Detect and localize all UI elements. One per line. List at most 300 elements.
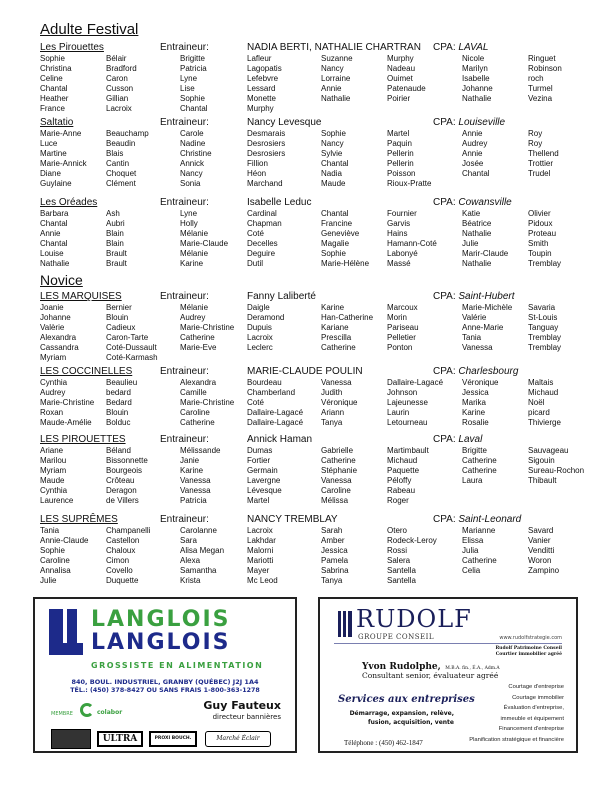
ad-rudolf — [318, 597, 578, 753]
skater-first-name: Jessica — [321, 546, 348, 555]
skater-first-name: Caroline — [180, 408, 210, 417]
page-title: Adulte Festival — [40, 21, 139, 38]
skater-first-name: Nicole — [462, 54, 485, 63]
skater-row — [0, 94, 612, 104]
skater-last-name: Venditti — [528, 546, 555, 555]
skater-first-name: Johanne — [40, 313, 71, 322]
skater-last-name: Dutil — [247, 259, 264, 268]
logo-text-green: LANGLOIS — [91, 607, 231, 632]
skater-last-name: Coté-Dussault — [106, 343, 157, 352]
skater-last-name: Pidoux — [528, 219, 553, 228]
skater-last-name: Tremblay — [528, 343, 562, 352]
skater-first-name: Annie — [321, 84, 342, 93]
skater-first-name: Celia — [462, 566, 481, 575]
skater-first-name: Catherine — [321, 456, 356, 465]
cpa-club — [433, 291, 515, 303]
skater-last-name: Champanelli — [106, 526, 151, 535]
colabor-icon — [80, 703, 94, 717]
skater-first-name: Han-Catherine — [321, 313, 374, 322]
skater-last-name: Deragon — [106, 486, 137, 495]
skater-last-name: Clément — [106, 179, 136, 188]
skater-last-name: Zampino — [528, 566, 560, 575]
skater-first-name: Nadine — [180, 139, 206, 148]
skater-first-name: Catherine — [462, 466, 497, 475]
skater-last-name: Lafleur — [247, 54, 272, 63]
skater-first-name: Nancy — [180, 169, 203, 178]
skater-first-name: Samantha — [180, 566, 217, 575]
skater-first-name: Geneviève — [321, 229, 360, 238]
skater-first-name: Julie — [40, 576, 57, 585]
skater-first-name: Marir-Claude — [462, 249, 509, 258]
skater-last-name: Turmel — [528, 84, 553, 93]
skater-first-name: France — [40, 104, 65, 113]
skater-first-name: Karine — [180, 259, 204, 268]
rudolf-logo: RUDOLF — [356, 605, 472, 633]
skater-last-name: Coté — [247, 398, 264, 407]
skater-last-name: Lajeunesse — [387, 398, 428, 407]
skater-first-name: Guylaine — [40, 179, 72, 188]
cpa-city: Saint-Hubert — [458, 291, 515, 302]
skater-last-name: picard — [528, 408, 550, 417]
langlois-logo — [49, 609, 285, 659]
skater-first-name: Mélissa — [321, 496, 349, 505]
skater-first-name: Sarah — [321, 526, 343, 535]
skater-first-name: Lyne — [180, 209, 198, 218]
team-header — [0, 42, 612, 54]
skater-row — [0, 546, 612, 556]
skater-row — [0, 303, 612, 313]
skater-first-name: Valèrie — [40, 323, 65, 332]
skater-first-name: Christine — [180, 149, 212, 158]
skater-last-name: Beaulieu — [106, 378, 138, 387]
skater-first-name: Mélanie — [180, 229, 209, 238]
team-name: LES PIROUETTES — [40, 434, 126, 445]
skater-last-name: Mayer — [247, 566, 270, 575]
skater-first-name: Julie — [462, 239, 479, 248]
skater-first-name: Kariane — [321, 323, 349, 332]
skater-last-name: Daigle — [247, 303, 270, 312]
skater-last-name: Santella — [387, 576, 416, 585]
skater-first-name: Karine — [462, 408, 486, 417]
colabor-label: colabor — [97, 709, 123, 716]
skater-last-name: Covello — [106, 566, 133, 575]
skater-last-name: Pelletier — [387, 333, 416, 342]
skater-row — [0, 169, 612, 179]
skater-first-name: Audrey — [180, 313, 206, 322]
skater-last-name: Labonyé — [387, 249, 418, 258]
skater-row — [0, 54, 612, 64]
skater-last-name: roch — [528, 74, 544, 83]
skater-row — [0, 219, 612, 229]
skater-last-name: Rossi — [387, 546, 408, 555]
skater-last-name: Letourneau — [387, 418, 428, 427]
rudolf-sub1: Rudolf Patrimoine Conseil — [495, 646, 562, 651]
skater-first-name: Nathalie — [462, 259, 492, 268]
skater-first-name: Annie — [462, 149, 483, 158]
skater-first-name: Roxan — [40, 408, 64, 417]
skater-last-name: Roy — [528, 139, 543, 148]
skater-last-name: Beauchamp — [106, 129, 149, 138]
skater-last-name: Marchand — [247, 179, 283, 188]
skater-first-name: Josée — [462, 159, 484, 168]
skater-last-name: Bedard — [106, 398, 132, 407]
skater-last-name: Gillian — [106, 94, 129, 103]
skater-last-name: Lacroix — [106, 104, 132, 113]
skater-first-name: Sara — [180, 536, 197, 545]
skater-last-name: Cimon — [106, 556, 130, 565]
langlois-phone: TÉL.: (450) 378-8427 OU SANS FRAIS 1-800-363-1278 — [70, 687, 260, 694]
skater-first-name: Catherine — [180, 418, 215, 427]
contact-name: Guy Fauteux — [203, 699, 281, 712]
skater-row — [0, 239, 612, 249]
skater-first-name: Vanessa — [180, 486, 211, 495]
skater-last-name: Smith — [528, 239, 549, 248]
skater-first-name: Sonia — [180, 179, 201, 188]
skater-last-name: Maltais — [528, 378, 554, 387]
skater-first-name: Nathalie — [321, 94, 351, 103]
coach-label: Entraineur: — [160, 197, 209, 208]
skater-last-name: Rioux-Pratte — [387, 179, 432, 188]
skater-last-name: Dallaire-Lagacé — [247, 408, 304, 417]
skater-first-name: Judith — [321, 388, 343, 397]
rudolf-divider — [334, 643, 562, 644]
skater-last-name: Blain — [106, 229, 124, 238]
skater-last-name: Lefebvre — [247, 74, 279, 83]
skater-first-name: Annick — [180, 159, 205, 168]
skater-last-name: Poirier — [387, 94, 411, 103]
skater-last-name: Roger — [387, 496, 409, 505]
skater-first-name: Vanessa — [180, 476, 211, 485]
coach-label: Entraineur: — [160, 117, 209, 128]
team-name: Les Oréades — [40, 197, 98, 208]
coach-name: Annick Haman — [247, 434, 313, 445]
skater-first-name: Stéphanie — [321, 466, 358, 475]
skater-last-name: Caron — [106, 74, 128, 83]
skater-last-name: Pariseau — [387, 323, 419, 332]
skater-last-name: Brault — [106, 249, 127, 258]
skater-first-name: Luce — [40, 139, 58, 148]
skater-row — [0, 259, 612, 269]
skater-first-name: Alexa — [180, 556, 201, 565]
skater-last-name: Cusson — [106, 84, 134, 93]
skater-first-name: Nathalie — [40, 259, 70, 268]
skater-first-name: Prescilla — [321, 333, 352, 342]
skater-first-name: Marie-Annick — [40, 159, 87, 168]
skater-last-name: Bissonnette — [106, 456, 148, 465]
skater-last-name: Lakhdar — [247, 536, 276, 545]
skater-last-name: Savaria — [528, 303, 556, 312]
skater-first-name: Catherine — [321, 343, 356, 352]
skater-last-name: Lavergne — [247, 476, 281, 485]
cpa-label: CPA: — [433, 291, 456, 302]
skater-last-name: Blais — [106, 149, 124, 158]
skater-row — [0, 398, 612, 408]
skater-row — [0, 139, 612, 149]
skater-first-name: Lyne — [180, 74, 198, 83]
skater-last-name: Blain — [106, 239, 124, 248]
skater-row — [0, 388, 612, 398]
service-item: Planification stratégique et financière — [469, 736, 564, 743]
skater-last-name: Toupin — [528, 249, 552, 258]
skater-first-name: Patricia — [180, 64, 207, 73]
skater-first-name: Nathalie — [462, 229, 492, 238]
skater-last-name: Olivier — [528, 209, 551, 218]
skater-first-name: Caroline — [321, 486, 351, 495]
skater-row — [0, 353, 612, 363]
skater-last-name: Mariotti — [247, 556, 274, 565]
skater-last-name: Michaud — [528, 388, 559, 397]
skater-first-name: Marika — [462, 398, 487, 407]
skater-last-name: Ash — [106, 209, 120, 218]
skater-last-name: Lagopatis — [247, 64, 282, 73]
skater-last-name: Germain — [247, 466, 278, 475]
skater-last-name: Dupuis — [247, 323, 272, 332]
team-name: LES COCCINELLES — [40, 366, 133, 377]
skater-last-name: Castellon — [106, 536, 140, 545]
cpa-label: CPA: — [433, 197, 456, 208]
skater-first-name: Cynthia — [40, 486, 68, 495]
skater-last-name: Péloffy — [387, 476, 412, 485]
rudolf-phone: Téléphone : (450) 462-1847 — [344, 739, 423, 747]
skater-last-name: Tremblay — [528, 333, 562, 342]
skater-last-name: Coté-Karmash — [106, 353, 158, 362]
team-group — [0, 434, 612, 506]
skater-first-name: Vanessa — [321, 476, 352, 485]
skater-last-name: Dallaire-Lagacé — [387, 378, 444, 387]
skater-row — [0, 576, 612, 586]
coach-name: Fanny Laliberté — [247, 291, 316, 302]
skater-last-name: Thivierge — [528, 418, 561, 427]
cpa-club — [433, 434, 482, 446]
skater-first-name: Alexandra — [180, 378, 217, 387]
skater-first-name: Isabelle — [462, 74, 490, 83]
skater-first-name: Chantal — [321, 159, 349, 168]
skater-last-name: Paquette — [387, 466, 420, 475]
skater-last-name: Brault — [106, 259, 127, 268]
skater-first-name: Ariann — [321, 408, 345, 417]
skater-last-name: Chaloux — [106, 546, 136, 555]
service-item: Courtage d'entreprise — [508, 684, 564, 690]
skater-first-name: Marilyn — [462, 64, 488, 73]
services-desc-2: fusion, acquisition, vente — [367, 719, 454, 726]
skater-first-name: Anne-Marie — [462, 323, 504, 332]
skater-first-name: Marie-Hélène — [321, 259, 370, 268]
skater-first-name: Nathalie — [462, 94, 492, 103]
contact-title: directeur bannières — [212, 713, 281, 721]
skater-row — [0, 476, 612, 486]
cpa-city: Charlesbourg — [458, 366, 519, 377]
skater-first-name: Louise — [40, 249, 64, 258]
skater-last-name: Choquet — [106, 169, 137, 178]
skater-last-name: Aubri — [106, 219, 125, 228]
skater-last-name: Mc Leod — [247, 576, 278, 585]
cpa-label: CPA: — [433, 42, 456, 53]
skater-first-name: Annie-Claude — [40, 536, 89, 545]
skater-last-name: Bolduc — [106, 418, 131, 427]
skater-first-name: Julia — [462, 546, 479, 555]
skater-last-name: Lévesque — [247, 486, 282, 495]
skater-first-name: Laurence — [40, 496, 74, 505]
skater-last-name: Lacroix — [247, 526, 273, 535]
skater-first-name: Francine — [321, 219, 353, 228]
skater-last-name: Fortier — [247, 456, 271, 465]
services-title: Services aux entreprises — [338, 694, 475, 705]
skater-row — [0, 333, 612, 343]
skater-first-name: Chantal — [321, 209, 349, 218]
skater-first-name: Catherine — [462, 556, 497, 565]
skater-last-name: Malorni — [247, 546, 274, 555]
skater-row — [0, 496, 612, 506]
skater-row — [0, 466, 612, 476]
skater-first-name: Jessica — [462, 388, 489, 397]
skater-first-name: Gabrielle — [321, 446, 354, 455]
skater-row — [0, 313, 612, 323]
coach-name: NADIA BERTI, NATHALIE CHARTRAN — [247, 42, 421, 53]
skater-first-name: Elissa — [462, 536, 484, 545]
skater-first-name: Karine — [180, 466, 204, 475]
skater-first-name: Alisa Megan — [180, 546, 225, 555]
team-group — [0, 42, 612, 114]
rudolf-website[interactable]: www.rudolfstrategie.com — [499, 635, 562, 641]
cpa-label: CPA: — [433, 117, 456, 128]
skater-first-name: Laura — [462, 476, 483, 485]
skater-row — [0, 209, 612, 219]
skater-last-name: Monette — [247, 94, 276, 103]
skater-last-name: Deguire — [247, 249, 276, 258]
coach-name: MARIE-CLAUDE POULIN — [247, 366, 363, 377]
skater-last-name: Rabeau — [387, 486, 416, 495]
services-list — [469, 682, 564, 745]
langlois-tagline: GROSSISTE EN ALIMENTATION — [91, 661, 264, 670]
skater-first-name: Janie — [180, 456, 200, 465]
rudolf-logo-sub: GROUPE CONSEIL — [358, 633, 435, 641]
skater-last-name: Morin — [387, 313, 408, 322]
cpa-club — [433, 514, 521, 526]
skater-last-name: Murphy — [387, 54, 414, 63]
skater-last-name: Ponton — [387, 343, 413, 352]
skater-row — [0, 486, 612, 496]
skater-row — [0, 229, 612, 239]
skater-last-name: Chapman — [247, 219, 282, 228]
coach-name: Isabelle Leduc — [247, 197, 312, 208]
coach-name: Nancy Levesque — [247, 117, 322, 128]
skater-last-name: Vezina — [528, 94, 553, 103]
skater-first-name: Audrey — [40, 388, 66, 397]
skater-first-name: Holly — [180, 219, 198, 228]
skater-first-name: Annalisa — [40, 566, 71, 575]
skater-row — [0, 556, 612, 566]
skater-last-name: Cadieux — [106, 323, 136, 332]
skater-first-name: Cassandra — [40, 343, 79, 352]
ad-langlois — [33, 597, 297, 753]
skater-first-name: Amber — [321, 536, 345, 545]
skater-last-name: Paquin — [387, 139, 412, 148]
coach-label: Entraineur: — [160, 42, 209, 53]
cpa-club — [433, 42, 488, 54]
skater-first-name: Katie — [462, 209, 481, 218]
skater-first-name: Alexandra — [40, 333, 77, 342]
skater-last-name: Decelles — [247, 239, 278, 248]
skater-first-name: Rosalie — [462, 418, 489, 427]
skater-first-name: Sophie — [180, 94, 205, 103]
skater-first-name: Sophie — [40, 546, 65, 555]
team-name: LES MARQUISES — [40, 291, 122, 302]
skater-last-name: Robinson — [528, 64, 562, 73]
skater-first-name: Martine — [40, 149, 67, 158]
skater-last-name: Caron-Tarte — [106, 333, 149, 342]
skater-last-name: Cantin — [106, 159, 130, 168]
skater-last-name: Leclerc — [247, 343, 273, 352]
skater-last-name: Savard — [528, 526, 554, 535]
skater-first-name: Sabrina — [321, 566, 349, 575]
skater-last-name: Desrosiers — [247, 149, 286, 158]
skater-last-name: Trudel — [528, 169, 551, 178]
skater-first-name: Mélissande — [180, 446, 221, 455]
skater-last-name: Pellerin — [387, 159, 414, 168]
cpa-club — [433, 117, 505, 129]
skater-last-name: Bourgeois — [106, 466, 143, 475]
skater-last-name: Rodeck-Leroy — [387, 536, 437, 545]
skater-first-name: Barbara — [40, 209, 69, 218]
skater-first-name: Nancy — [321, 64, 344, 73]
skater-first-name: Caroline — [40, 556, 70, 565]
coach-label: Entraineur: — [160, 366, 209, 377]
skater-first-name: Ariane — [40, 446, 64, 455]
skater-last-name: Bernier — [106, 303, 132, 312]
skater-last-name: Pellerin — [387, 149, 414, 158]
cpa-city: Laval — [458, 434, 483, 445]
skater-first-name: Marie-Michèle — [462, 303, 513, 312]
skater-first-name: Tanya — [321, 418, 343, 427]
skater-last-name: bedard — [106, 388, 131, 397]
skater-first-name: Maude-Amélie — [40, 418, 92, 427]
skater-first-name: Catherine — [462, 456, 497, 465]
skater-last-name: Woron — [528, 556, 552, 565]
team-group — [0, 117, 612, 189]
coach-label: Entraineur: — [160, 514, 209, 525]
service-item: Financement d'entreprise — [498, 726, 564, 732]
skater-first-name: Marie-Christine — [180, 398, 235, 407]
brand-logo-ultra: ULTRA — [97, 731, 143, 747]
team-header — [0, 197, 612, 209]
skater-last-name: Ringuet — [528, 54, 556, 63]
cpa-club — [433, 197, 512, 209]
team-name: LES SUPRÊMES — [40, 514, 118, 525]
skater-last-name: Roy — [528, 129, 543, 138]
coach-label: Entraineur: — [160, 434, 209, 445]
skater-last-name: Héon — [247, 169, 267, 178]
skater-last-name: Crôteau — [106, 476, 135, 485]
skater-first-name: Suzanne — [321, 54, 353, 63]
skater-last-name: Martel — [247, 496, 270, 505]
skater-last-name: Fillion — [247, 159, 268, 168]
brand-logo-marche-eclair: Marché Éclair — [205, 731, 271, 747]
cpa-label: CPA: — [433, 366, 456, 377]
skater-row — [0, 159, 612, 169]
services-desc-1: Démarrage, expansion, relève, — [349, 710, 454, 717]
service-item: Courtage immobilier — [512, 694, 564, 701]
skater-first-name: Tania — [40, 526, 60, 535]
skater-last-name: Duquette — [106, 576, 139, 585]
person-role: Consultant senior, évaluateur agréé — [362, 671, 499, 680]
skater-last-name: Chamberland — [247, 388, 296, 397]
skater-last-name: Marcoux — [387, 303, 418, 312]
skater-first-name: Chantal — [40, 219, 68, 228]
skater-first-name: Véronique — [462, 378, 499, 387]
skater-first-name: Sophie — [321, 129, 346, 138]
skater-first-name: Chantal — [462, 169, 490, 178]
skater-row — [0, 149, 612, 159]
